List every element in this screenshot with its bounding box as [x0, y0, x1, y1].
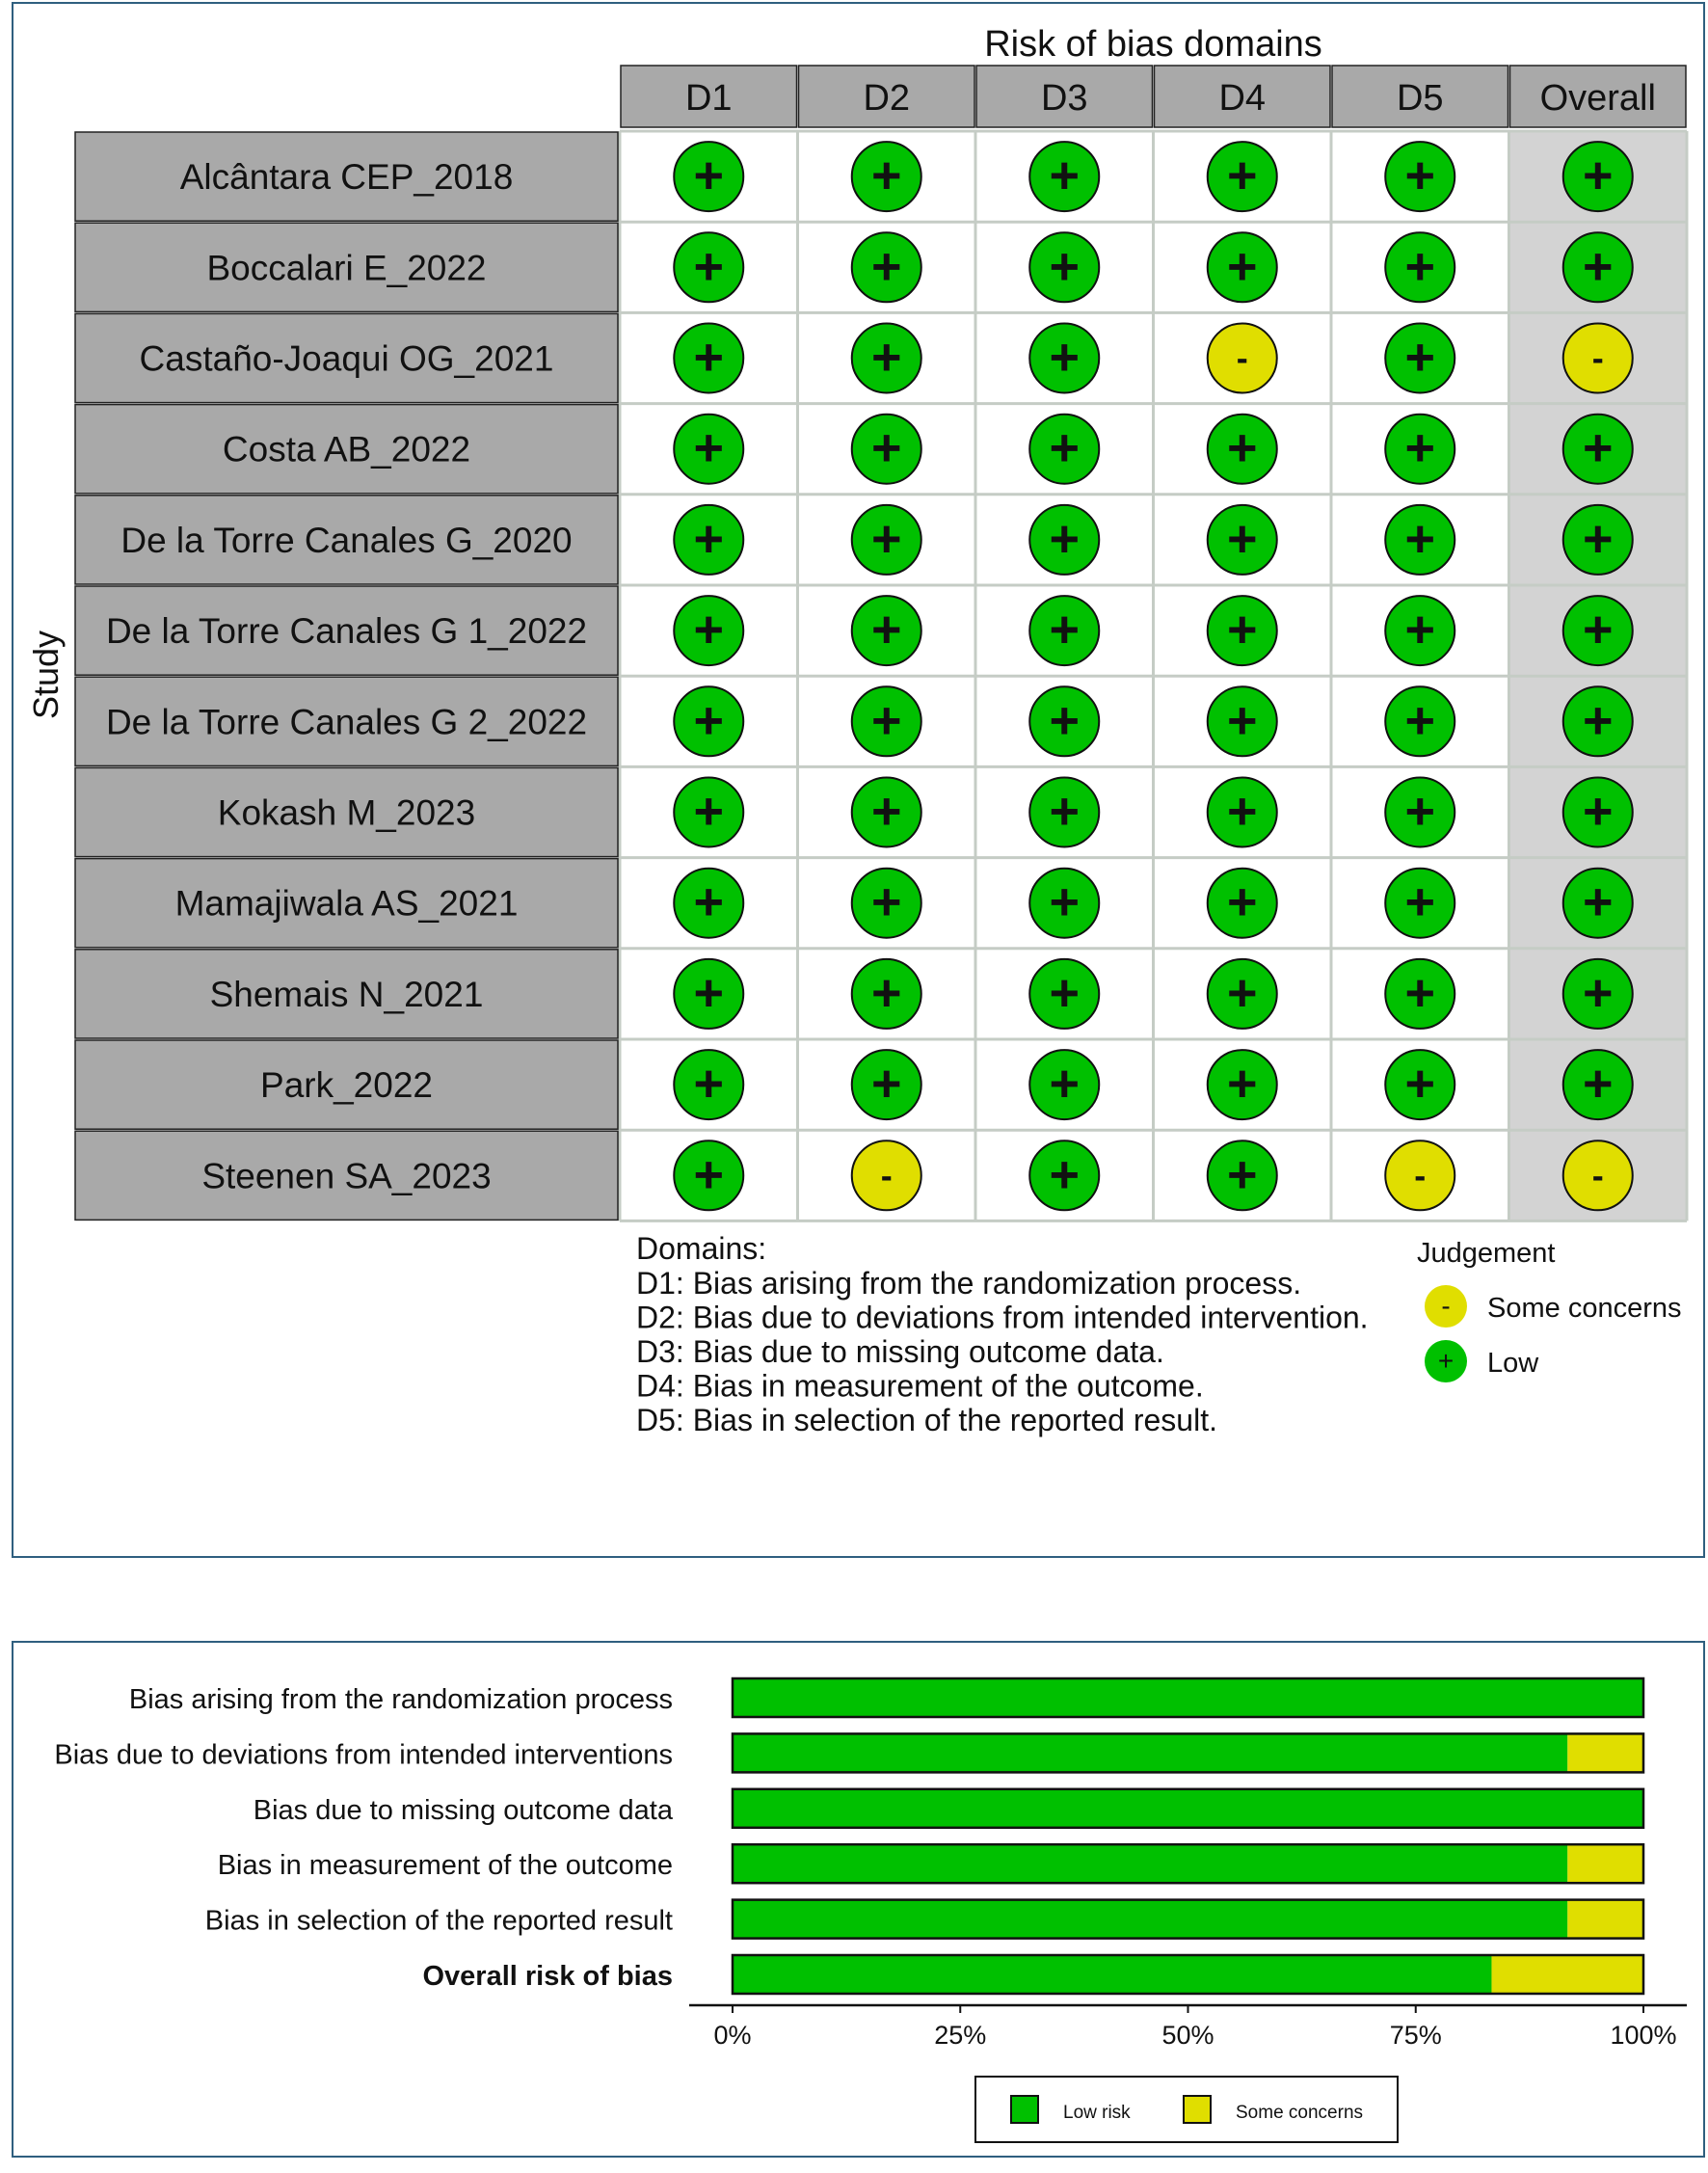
- plus-symbol: +: [1582, 963, 1614, 1022]
- plus-symbol: +: [693, 1145, 725, 1204]
- column-header-d4: D4: [1218, 78, 1267, 119]
- plus-symbol: +: [1049, 601, 1081, 659]
- domain-description: D3: Bias due to missing outcome data.: [636, 1334, 1164, 1369]
- column-header-d1: D1: [684, 78, 733, 119]
- legend-label: Low: [1487, 1348, 1539, 1379]
- study-label: Steenen SA_2023: [201, 1156, 492, 1196]
- minus-symbol: -: [1591, 337, 1604, 378]
- bar-legend-label: Some concerns: [1236, 2103, 1364, 2123]
- plus-symbol: +: [1582, 147, 1614, 205]
- plus-symbol: +: [693, 147, 725, 205]
- legend-title: Judgement: [1417, 1238, 1556, 1269]
- plus-symbol: +: [1582, 691, 1614, 750]
- low-risk-bar: [733, 1733, 1567, 1772]
- some-concerns-bar: [1567, 1900, 1643, 1939]
- plus-symbol: +: [870, 509, 902, 568]
- plus-symbol: +: [693, 963, 725, 1022]
- column-header-overall: Overall: [1539, 78, 1656, 119]
- plus-symbol: +: [1404, 418, 1436, 477]
- plus-symbol: +: [1049, 509, 1081, 568]
- x-tick-label: 25%: [934, 2021, 987, 2050]
- category-label: Bias in measurement of the outcome: [217, 1850, 673, 1882]
- low-risk-bar: [733, 1844, 1567, 1883]
- plus-symbol: +: [1049, 1055, 1081, 1113]
- plus-symbol: +: [1582, 1055, 1614, 1113]
- plus-symbol: +: [870, 601, 902, 659]
- plus-symbol: +: [870, 237, 902, 296]
- plus-symbol: +: [1226, 782, 1258, 841]
- plus-symbol: +: [693, 328, 725, 387]
- plus-symbol: +: [870, 872, 902, 931]
- category-label: Overall risk of bias: [422, 1961, 673, 1992]
- study-label: Castaño-Joaqui OG_2021: [139, 338, 554, 379]
- column-header-d5: D5: [1396, 78, 1444, 119]
- x-tick-label: 100%: [1610, 2021, 1677, 2050]
- some-concerns-bar: [1491, 1955, 1643, 1994]
- x-tick-label: 75%: [1389, 2021, 1442, 2050]
- plus-symbol: +: [1049, 782, 1081, 841]
- plus-symbol: +: [1226, 691, 1258, 750]
- plus-symbol: +: [1404, 691, 1436, 750]
- low-risk-bar: [733, 1955, 1491, 1994]
- category-label: Bias arising from the randomization process: [128, 1684, 673, 1715]
- study-label: De la Torre Canales G 2_2022: [105, 702, 588, 742]
- plus-symbol: +: [693, 691, 725, 750]
- plus-symbol: +: [1049, 328, 1081, 387]
- plus-symbol: +: [1404, 237, 1436, 296]
- domain-description: D4: Bias in measurement of the outcome.: [636, 1368, 1204, 1404]
- plus-symbol: +: [1226, 872, 1258, 931]
- plus-symbol: +: [870, 963, 902, 1022]
- plus-symbol: +: [1049, 237, 1081, 296]
- study-label: Shemais N_2021: [209, 974, 484, 1014]
- plus-symbol: +: [1582, 509, 1614, 568]
- plus-symbol: +: [870, 691, 902, 750]
- plus-symbol: +: [1049, 418, 1081, 477]
- some-concerns-bar: [1567, 1844, 1643, 1883]
- plus-symbol: +: [1049, 963, 1081, 1022]
- plus-symbol: +: [870, 418, 902, 477]
- legend-label: Some concerns: [1487, 1293, 1682, 1324]
- plus-symbol: +: [1226, 147, 1258, 205]
- study-label: Alcântara CEP_2018: [179, 157, 514, 198]
- plus-symbol: +: [1226, 601, 1258, 659]
- plus-symbol: +: [1404, 782, 1436, 841]
- y-axis-label: Study: [26, 630, 66, 720]
- plus-symbol: +: [693, 509, 725, 568]
- bar-legend-label: Low risk: [1063, 2103, 1131, 2123]
- column-header-d2: D2: [863, 78, 911, 119]
- plus-symbol: +: [1404, 328, 1436, 387]
- plus-symbol: +: [1226, 1055, 1258, 1113]
- category-label: Bias due to missing outcome data: [253, 1794, 673, 1826]
- study-label: Kokash M_2023: [217, 792, 476, 833]
- low-risk-bar: [733, 1789, 1643, 1828]
- domain-description: D5: Bias in selection of the reported result.: [636, 1403, 1217, 1437]
- plus-symbol: +: [1404, 509, 1436, 568]
- plus-symbol: +: [693, 872, 725, 931]
- plus-symbol: +: [1404, 147, 1436, 205]
- column-header-d3: D3: [1040, 78, 1088, 119]
- plus-symbol: +: [1582, 601, 1614, 659]
- plus-symbol: +: [1049, 147, 1081, 205]
- category-label: Bias in selection of the reported result: [204, 1905, 673, 1937]
- plus-symbol: +: [1226, 509, 1258, 568]
- bar-legend-swatch: [1184, 2096, 1211, 2123]
- plus-symbol: +: [1226, 963, 1258, 1022]
- plus-symbol: +: [870, 328, 902, 387]
- plus-symbol: +: [1226, 1145, 1258, 1204]
- plus-symbol: +: [1226, 237, 1258, 296]
- plus-symbol: +: [870, 1055, 902, 1113]
- low-risk-bar: [733, 1678, 1643, 1717]
- domains-heading: Domains:: [636, 1231, 767, 1266]
- plus-symbol: +: [1049, 872, 1081, 931]
- plus-symbol: +: [1582, 418, 1614, 477]
- study-label: De la Torre Canales G_2020: [120, 520, 573, 560]
- domain-description: D2: Bias due to deviations from intended intervention.: [636, 1300, 1369, 1335]
- some-concerns-bar: [1567, 1733, 1643, 1772]
- plus-symbol: +: [1404, 963, 1436, 1022]
- minus-symbol: -: [1414, 1155, 1427, 1195]
- plus-symbol: +: [693, 782, 725, 841]
- study-label: Park_2022: [260, 1065, 433, 1106]
- minus-symbol: -: [880, 1155, 893, 1195]
- plus-symbol: +: [1582, 872, 1614, 931]
- plus-symbol: +: [1226, 418, 1258, 477]
- minus-symbol: -: [1591, 1155, 1604, 1195]
- plus-symbol: +: [1582, 782, 1614, 841]
- plus-symbol: +: [1049, 1145, 1081, 1204]
- x-tick-label: 50%: [1161, 2021, 1214, 2050]
- legend-symbol: -: [1441, 1291, 1451, 1321]
- plus-symbol: +: [870, 147, 902, 205]
- x-tick-label: 0%: [713, 2021, 752, 2050]
- bar-legend-swatch: [1011, 2096, 1038, 2123]
- plus-symbol: +: [693, 237, 725, 296]
- study-label: De la Torre Canales G 1_2022: [105, 611, 588, 652]
- minus-symbol: -: [1236, 337, 1248, 378]
- plus-symbol: +: [1404, 872, 1436, 931]
- plus-symbol: +: [693, 418, 725, 477]
- study-label: Boccalari E_2022: [206, 248, 487, 288]
- legend-symbol: +: [1437, 1346, 1454, 1376]
- low-risk-bar: [733, 1900, 1567, 1939]
- plus-symbol: +: [1049, 691, 1081, 750]
- study-label: Mamajiwala AS_2021: [174, 883, 519, 924]
- plus-symbol: +: [693, 1055, 725, 1113]
- domain-description: D1: Bias arising from the randomization process.: [636, 1266, 1302, 1301]
- plus-symbol: +: [870, 782, 902, 841]
- plus-symbol: +: [1582, 237, 1614, 296]
- table-title: Risk of bias domains: [984, 24, 1322, 65]
- category-label: Bias due to deviations from intended interventions: [54, 1739, 673, 1771]
- plus-symbol: +: [693, 601, 725, 659]
- plus-symbol: +: [1404, 1055, 1436, 1113]
- study-label: Costa AB_2022: [222, 429, 471, 469]
- plus-symbol: +: [1404, 601, 1436, 659]
